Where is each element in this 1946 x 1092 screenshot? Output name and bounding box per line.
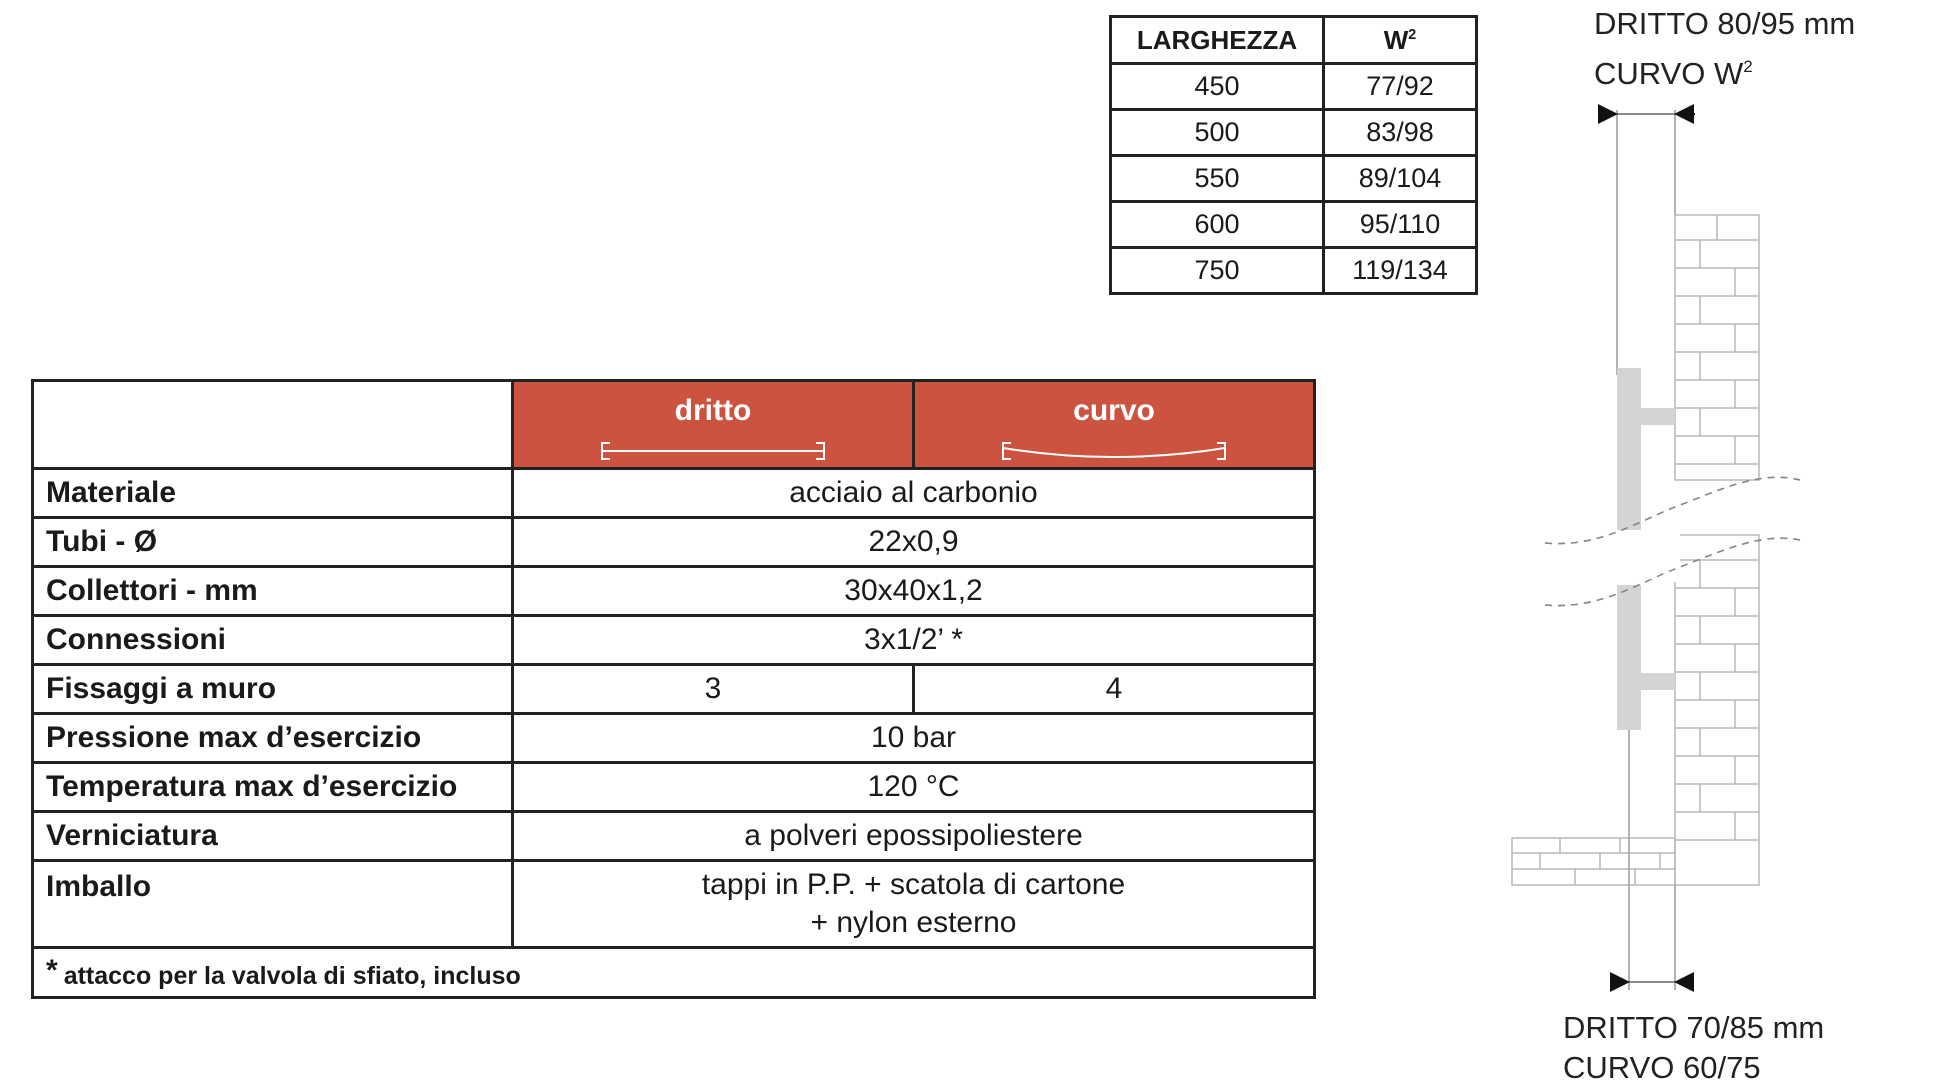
- spec-value: a polveri epossipoliestere: [513, 812, 1315, 861]
- spec-row-verniciatura: [33, 812, 1315, 861]
- spec-label: Temperatura max d’esercizio: [33, 763, 513, 812]
- spec-row-temperatura: [33, 763, 1315, 812]
- installation-diagram: [1500, 95, 1820, 1000]
- spec-row-collettori: [33, 567, 1315, 616]
- spec-header-empty: [33, 381, 513, 469]
- table-row: [1111, 248, 1477, 294]
- cell-w2: 95/110: [1324, 202, 1477, 248]
- spec-value-dritto: 3: [513, 665, 914, 714]
- floor: [1512, 838, 1675, 885]
- spec-row-imballo: [33, 861, 1315, 948]
- header-dritto: [513, 381, 914, 469]
- spec-row-tubi: [33, 518, 1315, 567]
- table-row: [1111, 202, 1477, 248]
- spec-row-pressione: [33, 714, 1315, 763]
- table-row: [1111, 110, 1477, 156]
- spec-label: Tubi - Ø: [33, 518, 513, 567]
- footnote-star: *: [46, 954, 58, 987]
- dim-bottom-curvo: CURVO 60/75: [1563, 1050, 1761, 1085]
- dim-top-curvo-base: CURVO W: [1594, 56, 1744, 91]
- spec-footnote-row: [33, 948, 1315, 998]
- header-curvo: [914, 381, 1315, 469]
- width-table: [1109, 15, 1478, 295]
- curved-radiator-icon: [999, 438, 1229, 464]
- dim-top-dritto: DRITTO 80/95 mm: [1594, 6, 1856, 41]
- cell-larghezza: 550: [1111, 156, 1324, 202]
- cell-larghezza: 600: [1111, 202, 1324, 248]
- spec-value-line1: tappi in P.P. + scatola di cartone: [701, 868, 1126, 901]
- spec-value: 22x0,9: [513, 518, 1315, 567]
- dim-bottom-dritto: DRITTO 70/85 mm: [1563, 1010, 1825, 1045]
- cell-w2: 89/104: [1324, 156, 1477, 202]
- break-gap: [1610, 532, 1680, 582]
- cell-w2: 119/134: [1324, 248, 1477, 294]
- table-row: [1111, 156, 1477, 202]
- spec-table: [31, 379, 1316, 999]
- cell-w2: 83/98: [1324, 110, 1477, 156]
- spec-value: acciaio al carbonio: [513, 469, 1315, 518]
- dim-top-curvo: [1594, 56, 1753, 92]
- header-w2-sup: 2: [1408, 26, 1417, 43]
- spec-label: Pressione max d’esercizio: [33, 714, 513, 763]
- wall-upper: [1675, 215, 1759, 480]
- spec-header-row: [33, 381, 1315, 469]
- cell-larghezza: 500: [1111, 110, 1324, 156]
- cell-w2: 77/92: [1324, 64, 1477, 110]
- spec-value-curvo: 4: [914, 665, 1315, 714]
- cell-larghezza: 450: [1111, 64, 1324, 110]
- spec-value: 120 °C: [513, 763, 1315, 812]
- dim-top-curvo-sup: 2: [1743, 57, 1753, 77]
- spec-label: Materiale: [33, 469, 513, 518]
- spec-value: 10 bar: [513, 714, 1315, 763]
- width-table-header: [1111, 17, 1477, 64]
- spec-label: Verniciatura: [33, 812, 513, 861]
- spec-row-connessioni: [33, 616, 1315, 665]
- radiator-profile: [1617, 368, 1675, 990]
- header-curvo-label: curvo: [1073, 394, 1155, 427]
- header-w2-base: W: [1383, 24, 1409, 55]
- straight-radiator-icon: [598, 438, 828, 464]
- spec-value-line2: + nylon esterno: [810, 906, 1017, 939]
- table-row: [1111, 64, 1477, 110]
- spec-value: 3x1/2’ *: [513, 616, 1315, 665]
- footnote-text: attacco per la valvola di sfiato, incluso: [63, 962, 521, 990]
- header-dritto-label: dritto: [674, 394, 752, 427]
- spec-value: [513, 861, 1315, 948]
- spec-label: Fissaggi a muro: [33, 665, 513, 714]
- cell-larghezza: 750: [1111, 248, 1324, 294]
- spec-label: Connessioni: [33, 616, 513, 665]
- top-dimension-arrows: [1600, 110, 1695, 375]
- spec-label: Collettori - mm: [33, 567, 513, 616]
- spec-row-materiale: [33, 469, 1315, 518]
- spec-label: Imballo: [33, 861, 513, 948]
- header-larghezza: LARGHEZZA: [1111, 17, 1324, 64]
- spec-value: 30x40x1,2: [513, 567, 1315, 616]
- header-w2: [1324, 17, 1477, 64]
- wall-lower: [1675, 535, 1759, 885]
- footnote: [33, 948, 1315, 998]
- spec-row-fissaggi: [33, 665, 1315, 714]
